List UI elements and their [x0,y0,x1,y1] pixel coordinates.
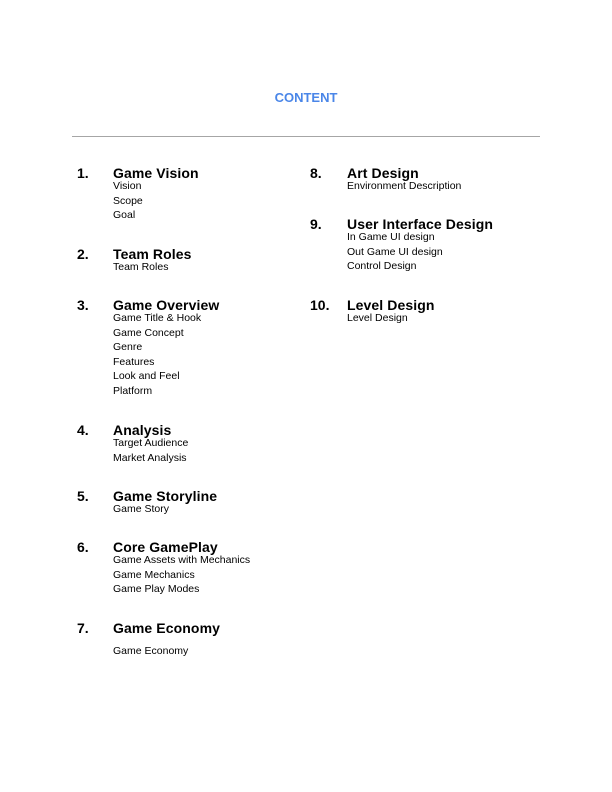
subsection-list [347,179,461,194]
section-heading[interactable]: Level Design [347,297,435,313]
subsection-item[interactable]: Platform [113,384,153,397]
subsection-item[interactable]: Look and Feel [113,370,180,383]
subsection-list [113,179,143,223]
subsection-list [113,553,250,597]
section-number: 8. [310,165,322,181]
subsection-item[interactable]: Target Audience [113,437,189,449]
subsection-list [347,311,408,326]
subsection-item[interactable]: Market Analysis [113,451,187,464]
subsection-list [113,436,188,465]
section-heading[interactable]: Art Design [347,165,419,181]
subsection-item[interactable]: Scope [113,194,143,207]
subsection-list [113,644,188,659]
subsection-item[interactable]: Goal [113,209,136,222]
subsection-item[interactable]: Game Story [113,503,170,515]
section-number: 9. [310,216,322,232]
subsection-item[interactable]: Vision [113,180,142,192]
subsection-item[interactable]: Control Design [347,260,417,273]
subsection-item[interactable]: Environment Description [347,180,462,192]
toc-title: CONTENT [274,90,338,105]
section-heading[interactable]: Core GamePlay [113,539,218,555]
subsection-list [113,260,168,275]
subsection-list [347,230,443,274]
subsection-item[interactable]: Game Assets with Mechanics [113,554,251,566]
section-number: 7. [77,620,89,636]
subsection-item[interactable]: Features [113,355,155,368]
subsection-item[interactable]: Level Design [347,312,408,324]
section-heading[interactable]: Game Economy [113,620,221,636]
subsection-list [113,311,201,399]
section-number: 10. [310,297,330,313]
section-heading[interactable]: User Interface Design [347,216,494,232]
section-heading[interactable]: Analysis [113,422,172,438]
subsection-item[interactable]: Genre [113,341,143,354]
subsection-item[interactable]: Game Mechanics [113,568,195,581]
section-heading[interactable]: Game Overview [113,297,220,313]
divider [72,136,540,137]
section-number: 5. [77,488,89,504]
subsection-item[interactable]: Game Title & Hook [113,312,202,324]
subsection-item[interactable]: Game Play Modes [113,583,200,596]
section-number: 4. [77,422,89,438]
subsection-list [113,502,169,517]
section-heading[interactable]: Game Vision [113,165,199,181]
section-number: 6. [77,539,89,555]
section-number: 3. [77,297,89,313]
subsection-item[interactable]: Team Roles [113,261,169,273]
section-heading[interactable]: Team Roles [113,246,192,262]
subsection-item[interactable]: Game Economy [113,645,189,657]
subsection-item[interactable]: Game Concept [113,326,184,339]
section-number: 2. [77,246,89,262]
section-number: 1. [77,165,89,181]
subsection-item[interactable]: Out Game UI design [347,245,443,258]
section-heading[interactable]: Game Storyline [113,488,218,504]
subsection-item[interactable]: In Game UI design [347,231,435,243]
